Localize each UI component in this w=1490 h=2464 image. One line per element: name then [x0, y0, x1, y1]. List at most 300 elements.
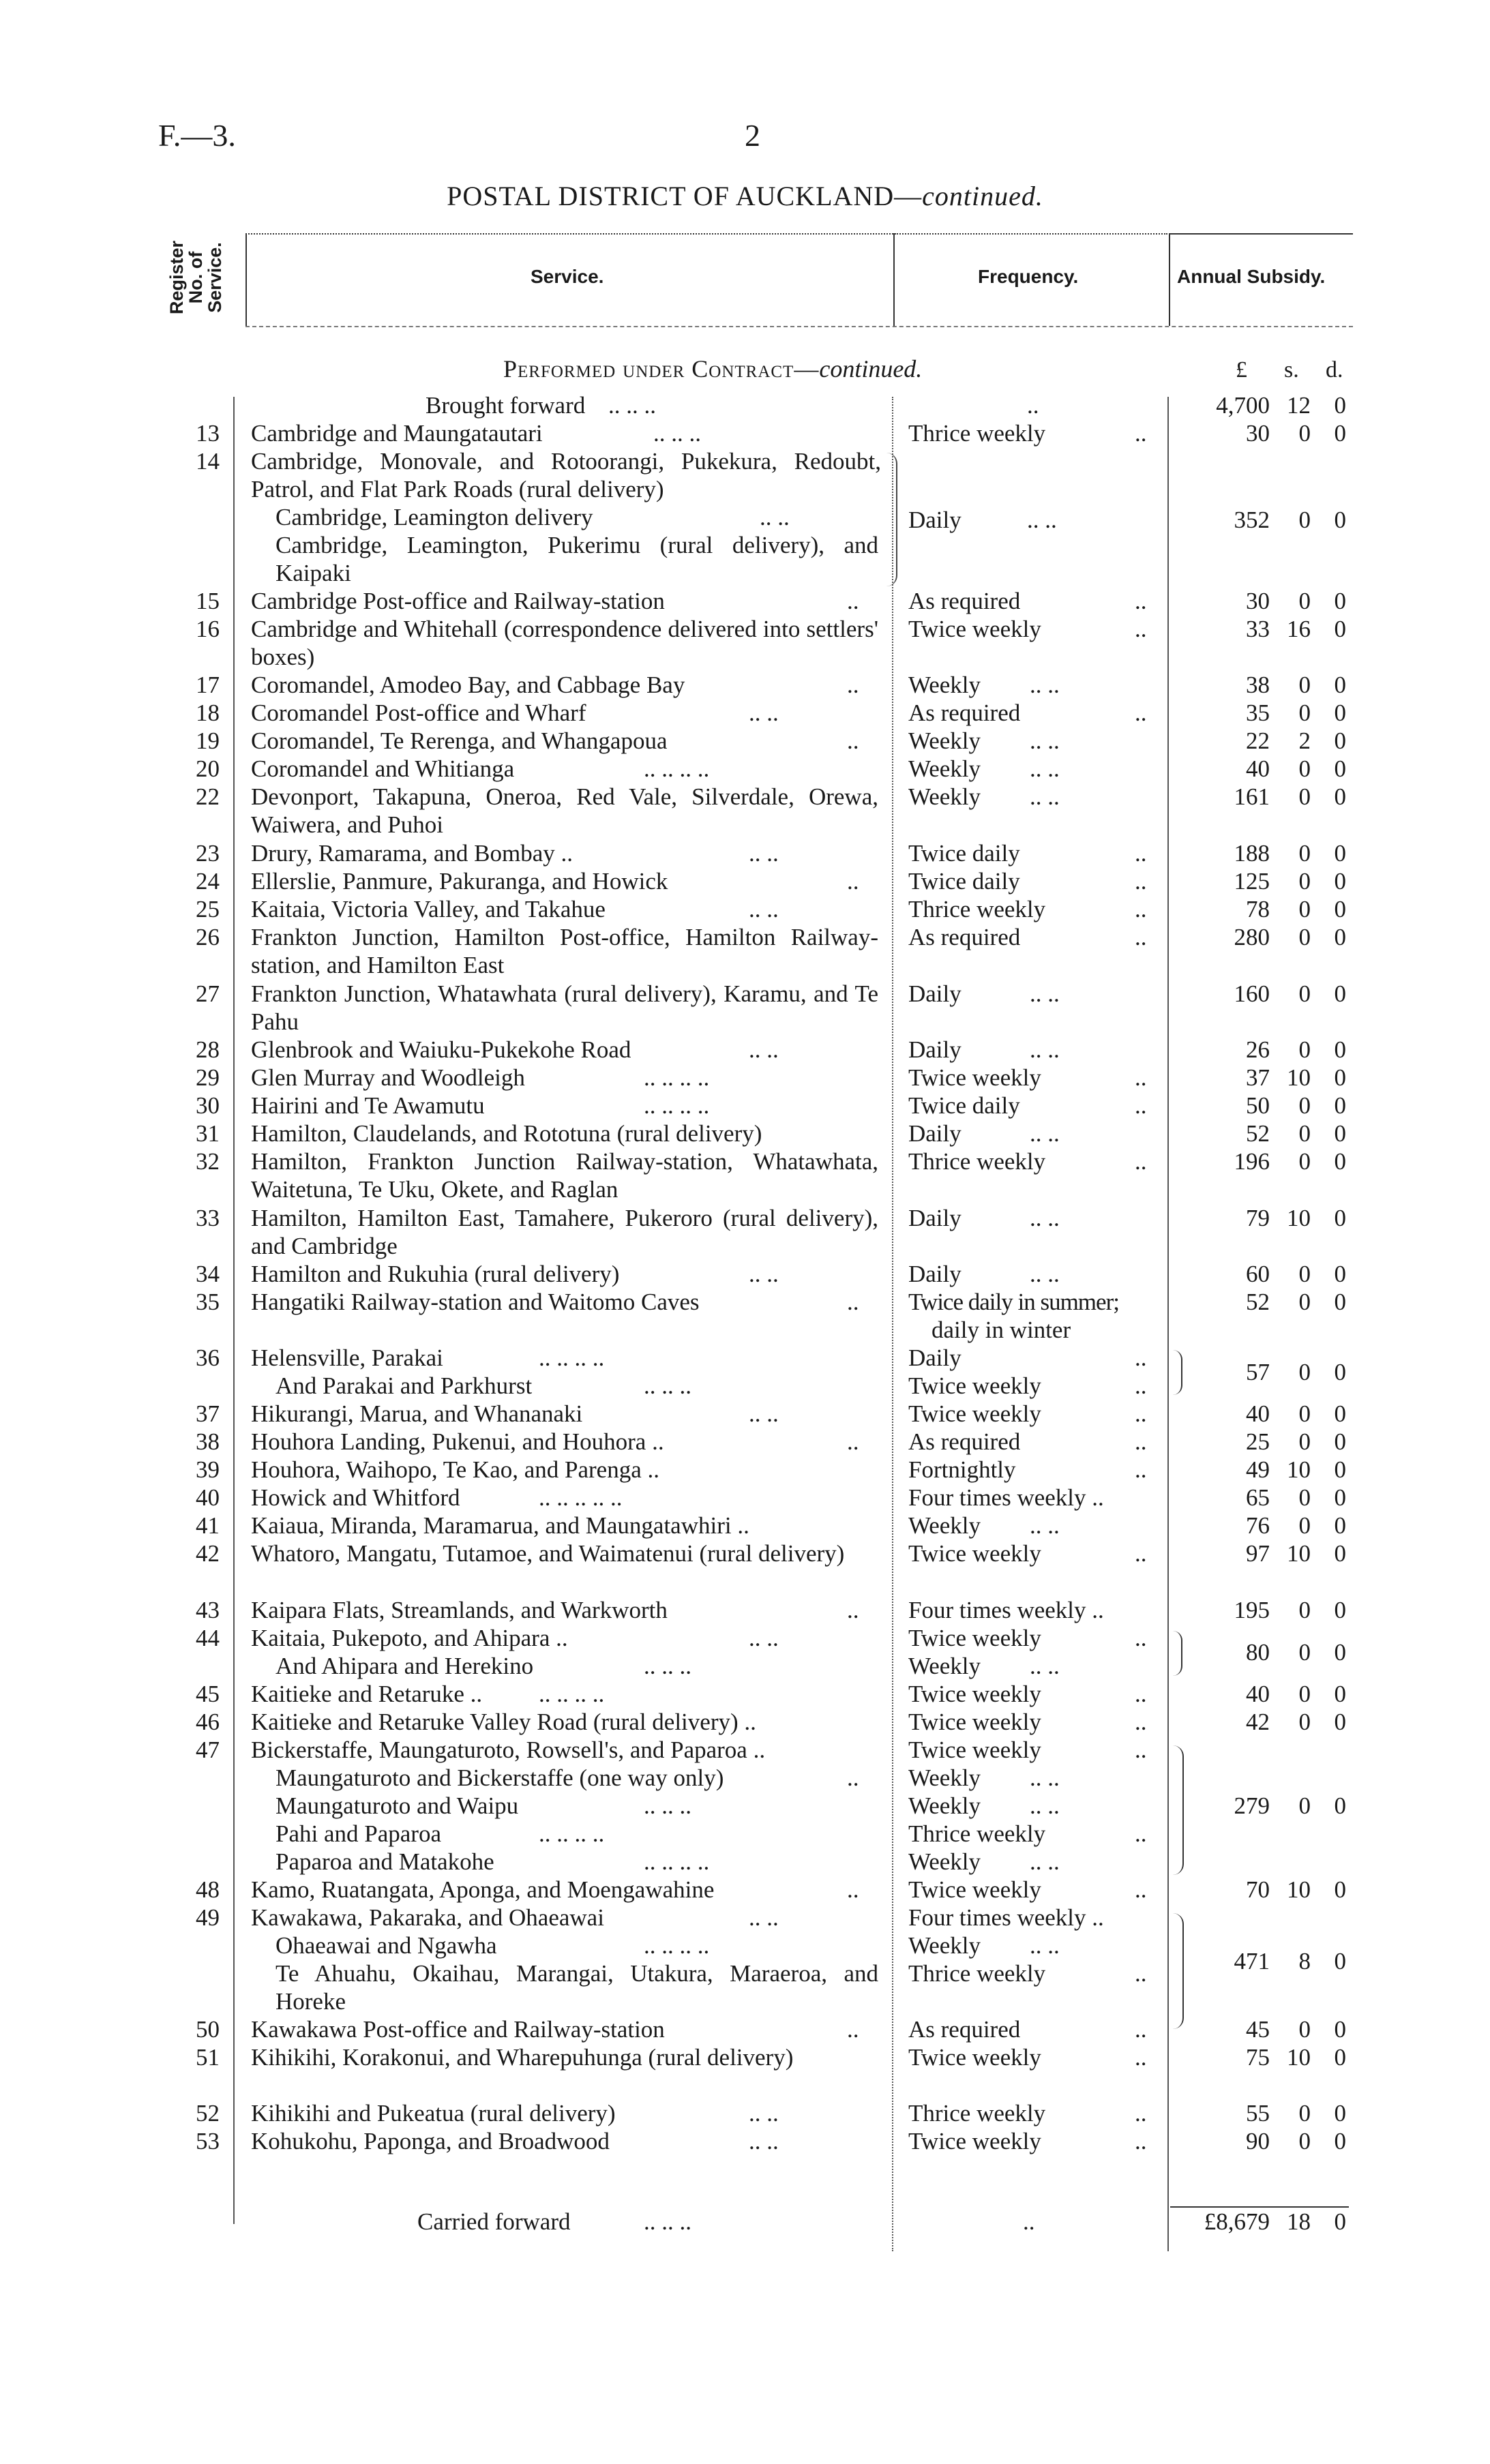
subsidy-pence: 0 [1334, 727, 1346, 754]
service-name: Kaitaia, Victoria Valley, and Takahue [251, 896, 606, 922]
subsidy-pounds: 76 [1246, 1512, 1270, 1539]
frequency: Twice weekly [908, 616, 1041, 642]
register-number: 35 [196, 1289, 220, 1315]
column-header-frequency: Frequency. [978, 266, 1079, 287]
frequency: Fortnightly [908, 1456, 1016, 1483]
column-header-register [151, 233, 240, 322]
subsidy-pence: 0 [1334, 1261, 1346, 1287]
page-number: 2 [745, 118, 760, 153]
subsidy-pence: 0 [1334, 2100, 1346, 2127]
register-number: 43 [196, 1597, 220, 1623]
subsidy-pence: 0 [1334, 868, 1346, 895]
leader-dots: .. [847, 2016, 859, 2043]
subsidy-pence: 0 [1334, 1948, 1346, 1974]
subsidy-pounds: 279 [1234, 1792, 1270, 1819]
subsidy-pounds: 160 [1234, 980, 1270, 1007]
leader-dots: .. .. [1030, 1764, 1060, 1791]
service-name: Hamilton, Frankton Junction Railway-station, Whatawhata, Waitetuna, Te Uku, Okete, and Raglan [251, 1148, 878, 1203]
leader-dots: .. [1135, 616, 1147, 642]
register-number: 53 [196, 2128, 220, 2154]
title-continued: continued. [922, 181, 1043, 211]
leader-dots: .. [1135, 840, 1147, 867]
subsidy-pounds: 75 [1246, 2044, 1270, 2071]
leader-dots: .. .. .. [644, 2208, 691, 2235]
subsidy-pounds: 42 [1246, 1709, 1270, 1735]
leader-dots: .. .. [1030, 1792, 1060, 1819]
leader-dots: .. [847, 1764, 859, 1791]
brace [1173, 1350, 1182, 1395]
subsidy-shillings: 0 [1298, 1036, 1311, 1063]
subsidy-pence: 0 [1334, 755, 1346, 782]
subsidy-pence: 0 [1334, 1512, 1346, 1539]
subsidy-pence: 0 [1334, 2128, 1346, 2154]
subsidy-pounds: 57 [1246, 1359, 1270, 1385]
leader-dots: .. [1135, 1820, 1147, 1847]
subsidy-shillings: 10 [1287, 1064, 1311, 1091]
register-number: 32 [196, 1148, 220, 1175]
register-header-line: Register [166, 240, 187, 315]
subsidy-pence: 0 [1334, 1428, 1346, 1455]
subsidy-pence: 0 [1334, 1400, 1346, 1427]
service-name: Helensville, Parakai [251, 1344, 443, 1371]
frequency: Weekly [908, 1848, 981, 1875]
subsidy-pounds: 65 [1246, 1484, 1270, 1511]
service-name: Hairini and Te Awamutu [251, 1092, 485, 1119]
register-number: 52 [196, 2100, 220, 2127]
leader-dots: .. [847, 727, 859, 754]
frequency: Four times weekly .. [908, 1904, 1104, 1931]
service-name: Cambridge and Maungatautari [251, 420, 543, 447]
subsidy-pounds: 25 [1246, 1428, 1270, 1455]
leader-dots: .. [1135, 1737, 1147, 1763]
subsidy-shillings: 0 [1298, 1484, 1311, 1511]
subsidy-pence: 0 [1334, 507, 1346, 533]
subsidy-shillings: 0 [1298, 588, 1311, 614]
service-name: Houhora, Waihopo, Te Kao, and Parenga .. [251, 1456, 659, 1483]
subsidy-shillings: 8 [1298, 1948, 1311, 1974]
leader-dots: .. [1135, 1681, 1147, 1707]
leader-dots: .. .. [1030, 1261, 1060, 1287]
leader-dots: .. .. .. .. [539, 1344, 605, 1371]
subsidy-shillings: 0 [1298, 1428, 1311, 1455]
subsidy-shillings: 0 [1298, 1597, 1311, 1623]
leader-dots: .. [1135, 1540, 1147, 1567]
subsidy-shillings: 0 [1298, 1120, 1311, 1147]
subsidy-shillings: 0 [1298, 896, 1311, 922]
leader-dots: .. [1027, 392, 1039, 419]
subsidy-pence: 0 [1334, 1540, 1346, 1567]
subsidy-shillings: 0 [1298, 1639, 1311, 1666]
leader-dots: .. [1135, 1876, 1147, 1903]
subsidy-pounds: 80 [1246, 1639, 1270, 1666]
subsidy-shillings: 0 [1298, 2016, 1311, 2043]
header-divider-register [245, 233, 247, 326]
subsidy-pounds: 280 [1234, 924, 1270, 950]
service-name: Ohaeawai and Ngawha [275, 1932, 497, 1959]
leader-dots: .. [847, 1876, 859, 1903]
subsidy-shillings: 0 [1298, 980, 1311, 1007]
service-name: Whatoro, Mangatu, Tutamoe, and Waimatenui (rural delivery) [251, 1540, 845, 1567]
subsidy-shillings: 0 [1298, 1148, 1311, 1175]
register-number: 47 [196, 1737, 220, 1763]
frequency: Twice daily in summer; [908, 1289, 1119, 1315]
leader-dots: .. [1135, 1456, 1147, 1483]
currency-pounds: £ [1236, 357, 1247, 382]
subsidy-pence: 0 [1334, 896, 1346, 922]
service-name: Hamilton and Rukuhia (rural delivery) [251, 1261, 620, 1287]
leader-dots: .. .. [1030, 1848, 1060, 1875]
register-number: 33 [196, 1205, 220, 1231]
frequency: Weekly [908, 1512, 981, 1539]
register-number: 50 [196, 2016, 220, 2043]
subsidy-shillings: 2 [1298, 727, 1311, 754]
subsidy-pence: 0 [1334, 700, 1346, 726]
leader-dots: .. .. [1030, 1932, 1060, 1959]
header-top-rule-subsidy [1170, 233, 1353, 235]
service-name: Hikurangi, Marua, and Whananaki [251, 1400, 583, 1427]
title-main: POSTAL DISTRICT OF AUCKLAND— [447, 181, 923, 211]
register-number: 27 [196, 980, 220, 1007]
leader-dots: .. [847, 588, 859, 614]
subsidy-shillings: 16 [1287, 616, 1311, 642]
service-name: Coromandel, Te Rerenga, and Whangapoua [251, 727, 668, 754]
leader-dots: .. [1135, 924, 1147, 950]
register-number: 13 [196, 420, 220, 447]
leader-dots: .. .. .. .. [539, 1681, 605, 1707]
subsidy-pounds: 45 [1246, 2016, 1270, 2043]
service-name: Glen Murray and Woodleigh [251, 1064, 525, 1091]
subsidy-pence: 0 [1334, 1484, 1346, 1511]
register-number: 14 [196, 448, 220, 475]
leader-dots: .. .. [1027, 507, 1057, 533]
subsidy-pounds: 40 [1246, 1400, 1270, 1427]
leader-dots: .. .. [1030, 1512, 1060, 1539]
leader-dots: .. .. .. .. [644, 1092, 710, 1119]
register-number: 40 [196, 1484, 220, 1511]
leader-dots: .. .. .. .. .. [539, 1484, 623, 1511]
subsidy-pounds: 52 [1246, 1289, 1270, 1315]
leader-dots: .. .. .. [644, 1792, 691, 1819]
service-name: Paparoa and Matakohe [275, 1848, 494, 1875]
subsidy-shillings: 18 [1287, 2208, 1311, 2235]
service-name: Bickerstaffe, Maungaturoto, Rowsell's, and Paparoa .. [251, 1737, 766, 1763]
leader-dots: .. [1135, 1400, 1147, 1427]
leader-dots: .. [1135, 420, 1147, 447]
register-header-label [167, 241, 224, 314]
frequency: Thrice weekly [908, 1960, 1046, 1987]
register-header-line: No. of [185, 251, 206, 304]
service-name: Howick and Whitford [251, 1484, 460, 1511]
subsidy-pounds: 161 [1234, 783, 1270, 810]
subsidy-shillings: 0 [1298, 840, 1311, 867]
subsidy-pounds: 38 [1246, 672, 1270, 698]
service-name: Devonport, Takapuna, Oneroa, Red Vale, Silverdale, Orewa, Waiwera, and Puhoi [251, 783, 878, 838]
service-name: Kaitaia, Pukepoto, and Ahipara .. [251, 1625, 568, 1651]
subsidy-pence: 0 [1334, 1120, 1346, 1147]
frequency: Twice daily [908, 868, 1020, 895]
register-column-rule [233, 397, 235, 2224]
section-label: Performed under Contract— [503, 355, 820, 382]
subsidy-pounds: 50 [1246, 1092, 1270, 1119]
register-number: 22 [196, 783, 220, 810]
subsidy-shillings: 12 [1287, 392, 1311, 419]
subsidy-pounds: 35 [1246, 700, 1270, 726]
subsidy-pounds: 196 [1234, 1148, 1270, 1175]
frequency: As required [908, 588, 1021, 614]
register-header-line: Service. [205, 242, 225, 313]
frequency: Daily [908, 1344, 962, 1371]
subsidy-pounds: 471 [1234, 1948, 1270, 1974]
service-name: Maungaturoto and Bickerstaffe (one way only) [275, 1764, 724, 1791]
subsidy-shillings: 0 [1298, 1289, 1311, 1315]
frequency: Weekly [908, 1653, 981, 1679]
frequency: As required [908, 2016, 1021, 2043]
leader-dots: .. [847, 1597, 859, 1623]
subsidy-pence: 0 [1334, 1709, 1346, 1735]
frequency: As required [908, 924, 1021, 950]
subsidy-pounds: 52 [1246, 1120, 1270, 1147]
subsidy-pounds: 79 [1246, 1205, 1270, 1231]
register-number: 24 [196, 868, 220, 895]
subsidy-pence: 0 [1334, 1792, 1346, 1819]
service-name: Frankton Junction, Whatawhata (rural delivery), Karamu, and Te Pahu [251, 980, 878, 1035]
register-number: 18 [196, 700, 220, 726]
leader-dots: .. .. [749, 1625, 779, 1651]
register-number: 51 [196, 2044, 220, 2071]
frequency: Twice daily [908, 840, 1020, 867]
service-name: Kawakawa, Pakaraka, and Ohaeawai [251, 1904, 604, 1931]
frequency: As required [908, 1428, 1021, 1455]
subsidy-shillings: 0 [1298, 1681, 1311, 1707]
frequency: Thrice weekly [908, 896, 1046, 922]
leader-dots: .. .. .. [608, 392, 656, 419]
subsidy-shillings: 0 [1298, 1512, 1311, 1539]
service-name: Coromandel and Whitianga [251, 755, 515, 782]
leader-dots: .. .. [1030, 783, 1060, 810]
subsidy-pounds: 55 [1246, 2100, 1270, 2127]
subsidy-shillings: 10 [1287, 1205, 1311, 1231]
register-number: 17 [196, 672, 220, 698]
subsidy-pence: 0 [1334, 1681, 1346, 1707]
service-name: Coromandel, Amodeo Bay, and Cabbage Bay [251, 672, 685, 698]
service-name: Maungaturoto and Waipu [275, 1792, 519, 1819]
subsidy-shillings: 0 [1298, 1359, 1311, 1385]
subsidy-shillings: 10 [1287, 1540, 1311, 1567]
subsidy-pence: 0 [1334, 1289, 1346, 1315]
frequency: Daily [908, 507, 962, 533]
leader-dots: .. [847, 1289, 859, 1315]
register-number: 45 [196, 1681, 220, 1707]
subsidy-shillings: 0 [1298, 1261, 1311, 1287]
leader-dots: .. .. [1030, 1036, 1060, 1063]
register-number: 16 [196, 616, 220, 642]
service-name: Te Ahuahu, Okaihau, Marangai, Utakura, Maraeroa, and Horeke [275, 1960, 878, 2015]
column-header-subsidy: Annual Subsidy. [1177, 266, 1326, 287]
subsidy-pence: 0 [1334, 1639, 1346, 1666]
subsidy-pence: 0 [1334, 588, 1346, 614]
header-top-rule-frequency [895, 233, 1167, 235]
subsidy-pence: 0 [1334, 672, 1346, 698]
leader-dots: .. [1135, 2016, 1147, 2043]
subsidy-pence: 0 [1334, 1456, 1346, 1483]
service-name: Pahi and Paparoa [275, 1820, 441, 1847]
frequency: Twice weekly [908, 1625, 1041, 1651]
leader-dots: .. .. [749, 1261, 779, 1287]
leader-dots: .. [1023, 2208, 1035, 2235]
section-heading [503, 355, 922, 383]
frequency: Weekly [908, 672, 981, 698]
service-name: Coromandel Post-office and Wharf [251, 700, 586, 726]
frequency: Thrice weekly [908, 420, 1046, 447]
leader-dots: .. .. [749, 700, 779, 726]
frequency: Weekly [908, 1764, 981, 1791]
register-number: 34 [196, 1261, 220, 1287]
subsidy-pounds: 49 [1246, 1456, 1270, 1483]
service-name: Hamilton, Claudelands, and Rototuna (rural delivery) [251, 1120, 762, 1147]
service-name: Kihikihi and Pukeatua (rural delivery) [251, 2100, 616, 2127]
subsidy-pence: 0 [1334, 2044, 1346, 2071]
subsidy-pounds: £8,679 [1204, 2208, 1270, 2235]
subsidy-pence: 0 [1334, 1597, 1346, 1623]
frequency: Weekly [908, 755, 981, 782]
section-continued: continued. [819, 355, 923, 382]
header-top-rule-service [245, 233, 893, 235]
subsidy-pence: 0 [1334, 1876, 1346, 1903]
service-name: Cambridge and Whitehall (correspondence delivered into settlers' boxes) [251, 616, 878, 670]
subsidy-shillings: 0 [1298, 700, 1311, 726]
frequency: Twice weekly [908, 1709, 1041, 1735]
subsidy-pounds: 188 [1234, 840, 1270, 867]
subsidy-pounds: 60 [1246, 1261, 1270, 1287]
frequency: Twice weekly [908, 1681, 1041, 1707]
subsidy-pounds: 30 [1246, 588, 1270, 614]
leader-dots: .. [1135, 1064, 1147, 1091]
subsidy-shillings: 0 [1298, 2128, 1311, 2154]
leader-dots: .. [1135, 1344, 1147, 1371]
subsidy-pounds: 22 [1246, 727, 1270, 754]
leader-dots: .. [1135, 1625, 1147, 1651]
leader-dots: .. [1135, 1428, 1147, 1455]
subsidy-shillings: 0 [1298, 1709, 1311, 1735]
subsidy-pence: 0 [1334, 1205, 1346, 1231]
subsidy-pence: 0 [1334, 840, 1346, 867]
frequency: Twice weekly [908, 2044, 1041, 2071]
register-number: 41 [196, 1512, 220, 1539]
register-number: 46 [196, 1709, 220, 1735]
frequency: Twice weekly [908, 1400, 1041, 1427]
subsidy-pounds: 195 [1234, 1597, 1270, 1623]
register-number: 49 [196, 1904, 220, 1931]
leader-dots: .. .. .. .. [644, 1064, 710, 1091]
subsidy-pounds: 97 [1246, 1540, 1270, 1567]
subsidy-shillings: 0 [1298, 672, 1311, 698]
subsidy-pounds: 70 [1246, 1876, 1270, 1903]
subsidy-pence: 0 [1334, 1064, 1346, 1091]
register-number: 15 [196, 588, 220, 614]
column-header-service: Service. [531, 266, 604, 287]
frequency: Weekly [908, 1932, 981, 1959]
leader-dots: .. [1135, 1148, 1147, 1175]
currency-pence: d. [1326, 357, 1343, 382]
register-number: 26 [196, 924, 220, 950]
currency-shillings: s. [1284, 357, 1299, 382]
register-number: 39 [196, 1456, 220, 1483]
subsidy-shillings: 0 [1298, 783, 1311, 810]
service-name: Kihikihi, Korakonui, and Wharepuhunga (rural delivery) [251, 2044, 794, 2071]
brace [1173, 1745, 1184, 1875]
frequency: Daily [908, 1205, 962, 1231]
subsidy-pence: 0 [1334, 1359, 1346, 1385]
frequency: Twice weekly [908, 2128, 1041, 2154]
leader-dots: .. .. .. [644, 1653, 691, 1679]
leader-dots: .. .. [749, 2128, 779, 2154]
service-name: Kaitieke and Retaruke .. [251, 1681, 483, 1707]
frequency: Four times weekly .. [908, 1597, 1104, 1623]
header-divider-frequency [1169, 233, 1170, 326]
leader-dots: .. [1135, 2044, 1147, 2071]
service-name: Hangatiki Railway-station and Waitomo Caves [251, 1289, 700, 1315]
leader-dots: .. [847, 868, 859, 895]
service-name: Hamilton, Hamilton East, Tamahere, Pukeroro (rural delivery), and Cambridge [251, 1205, 878, 1259]
register-number: 31 [196, 1120, 220, 1147]
leader-dots: .. .. .. .. [539, 1820, 605, 1847]
leader-dots: .. .. .. [653, 420, 701, 447]
service-name: And Parakai and Parkhurst [275, 1372, 533, 1399]
frequency-column-rule [892, 397, 893, 2251]
leader-dots: .. .. [749, 2100, 779, 2127]
leader-dots: .. .. [1030, 1205, 1060, 1231]
frequency: Twice weekly [908, 1737, 1041, 1763]
subsidy-pounds: 90 [1246, 2128, 1270, 2154]
leader-dots: .. [847, 672, 859, 698]
register-number: 19 [196, 727, 220, 754]
leader-dots: .. [1135, 1092, 1147, 1119]
frequency: Thrice weekly [908, 2100, 1046, 2127]
leader-dots: .. .. [1030, 672, 1060, 698]
frequency: Twice weekly [908, 1540, 1041, 1567]
leader-dots: .. .. .. .. [644, 755, 710, 782]
subsidy-shillings: 0 [1298, 755, 1311, 782]
leader-dots: .. [1135, 2100, 1147, 2127]
subsidy-pounds: 352 [1234, 507, 1270, 533]
frequency: Twice daily [908, 1092, 1020, 1119]
frequency: Weekly [908, 783, 981, 810]
service-name: Cambridge, Monovale, and Rotoorangi, Pukekura, Redoubt, Patrol, and Flat Park Roads (rural delivery) [251, 448, 881, 502]
service-name: Kaiaua, Miranda, Maramarua, and Maungatawhiri .. [251, 1512, 749, 1539]
leader-dots: .. .. [749, 896, 779, 922]
register-number: 38 [196, 1428, 220, 1455]
subsidy-shillings: 0 [1298, 420, 1311, 447]
service-name: Kamo, Ruatangata, Aponga, and Moengawahine [251, 1876, 715, 1903]
leader-dots: .. .. [749, 1036, 779, 1063]
leader-dots: .. [1135, 1709, 1147, 1735]
subsidy-pence: 0 [1334, 420, 1346, 447]
frequency: As required [908, 700, 1021, 726]
subsidy-pounds: 33 [1246, 616, 1270, 642]
brace [1173, 1913, 1184, 2029]
frequency: Daily [908, 980, 962, 1007]
subsidy-pounds: 37 [1246, 1064, 1270, 1091]
register-number: 48 [196, 1876, 220, 1903]
subsidy-shillings: 0 [1298, 1400, 1311, 1427]
service-name: Kawakawa Post-office and Railway-station [251, 2016, 665, 2043]
subsidy-pence: 0 [1334, 783, 1346, 810]
frequency: Twice weekly [908, 1064, 1041, 1091]
leader-dots: .. .. .. [644, 1372, 691, 1399]
subsidy-shillings: 10 [1287, 1876, 1311, 1903]
subsidy-pence: 0 [1334, 1092, 1346, 1119]
subsidy-pence: 0 [1334, 1036, 1346, 1063]
